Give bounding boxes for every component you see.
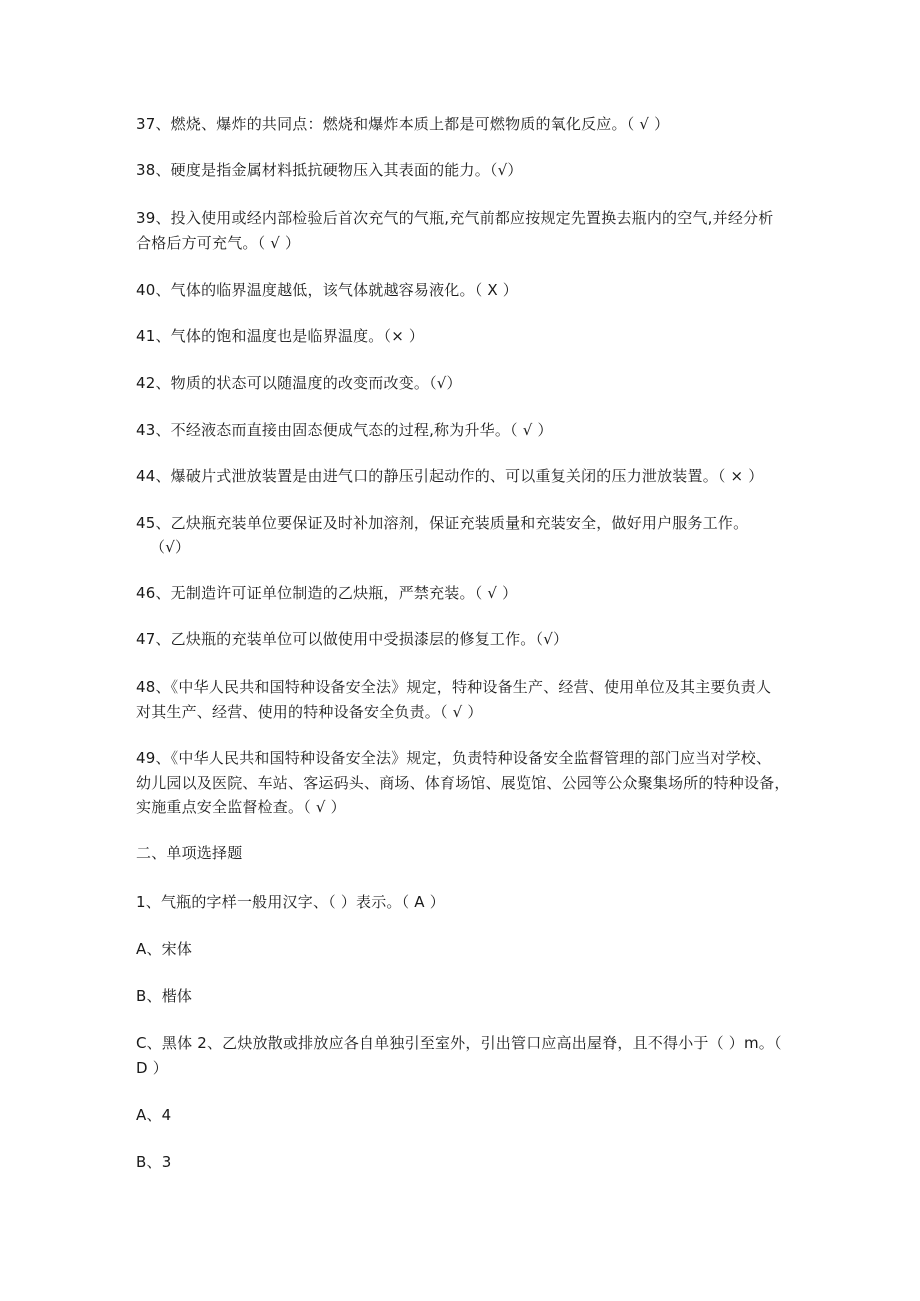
item-48-line-1: 48、《中华人民共和国特种设备安全法》规定，特种设备生产、经营、使用单位及其主要负责人 xyxy=(136,678,772,696)
option-a: A、宋体 xyxy=(136,940,193,958)
item-38: 38、硬度是指金属材料抵抗硬物压入其表面的能力。（√） xyxy=(136,161,523,179)
item-49-line-1: 49、《中华人民共和国特种设备安全法》规定，负责特种设备安全监督管理的部门应当对学校、 xyxy=(136,749,772,767)
item-45-line-1: 45、乙炔瓶充装单位要保证及时补加溶剂，保证充装质量和充装安全，做好用户服务工作。 xyxy=(136,514,749,532)
option-b-2: B、3 xyxy=(136,1153,172,1171)
item-39-line-1: 39、投入使用或经内部检验后首次充气的气瓶,充气前都应按规定先置换去瓶内的空气,并经分析 xyxy=(136,209,774,227)
item-49-line-3: 实施重点安全监督检查。（ √ ） xyxy=(136,798,346,816)
item-39-line-2: 合格后方可充气。（ √ ） xyxy=(136,234,301,252)
option-c-question-2: C、黑体 2、乙炔放散或排放应各自单独引至室外，引出管口应高出屋脊，且不得小于（ ）m。（ xyxy=(136,1034,782,1052)
question-2-answer: D ） xyxy=(136,1059,168,1077)
item-45-line-2: （√） xyxy=(150,538,191,556)
item-47: 47、乙炔瓶的充装单位可以做使用中受损漆层的修复工作。（√） xyxy=(136,630,569,648)
option-b: B、楷体 xyxy=(136,987,193,1005)
item-42: 42、物质的状态可以随温度的改变而改变。（√） xyxy=(136,374,462,392)
item-44: 44、爆破片式泄放装置是由进气口的静压引起动作的、可以重复关闭的压力泄放装置。（ × ） xyxy=(136,467,764,485)
item-49-line-2: 幼儿园以及医院、车站、客运码头、商场、体育场馆、展览馆、公园等公众聚集场所的特种设备， xyxy=(136,774,790,792)
question-1: 1、气瓶的字样一般用汉字、（ ）表示。（ A ） xyxy=(136,893,445,911)
item-48-line-2: 对其生产、经营、使用的特种设备安全负责。（ √ ） xyxy=(136,703,483,721)
item-46: 46、无制造许可证单位制造的乙炔瓶，严禁充装。（ √ ） xyxy=(136,584,518,602)
section-heading: 二、单项选择题 xyxy=(136,844,243,862)
item-43: 43、不经液态而直接由固态便成气态的过程,称为升华。（ √ ） xyxy=(136,421,553,439)
item-40: 40、气体的临界温度越低，该气体就越容易液化。（ X ） xyxy=(136,281,519,299)
option-a-2: A、4 xyxy=(136,1106,172,1124)
item-41: 41、气体的饱和温度也是临界温度。（× ） xyxy=(136,327,425,345)
item-37: 37、燃烧、爆炸的共同点：燃烧和爆炸本质上都是可燃物质的氧化反应。（ √ ） xyxy=(136,115,670,133)
